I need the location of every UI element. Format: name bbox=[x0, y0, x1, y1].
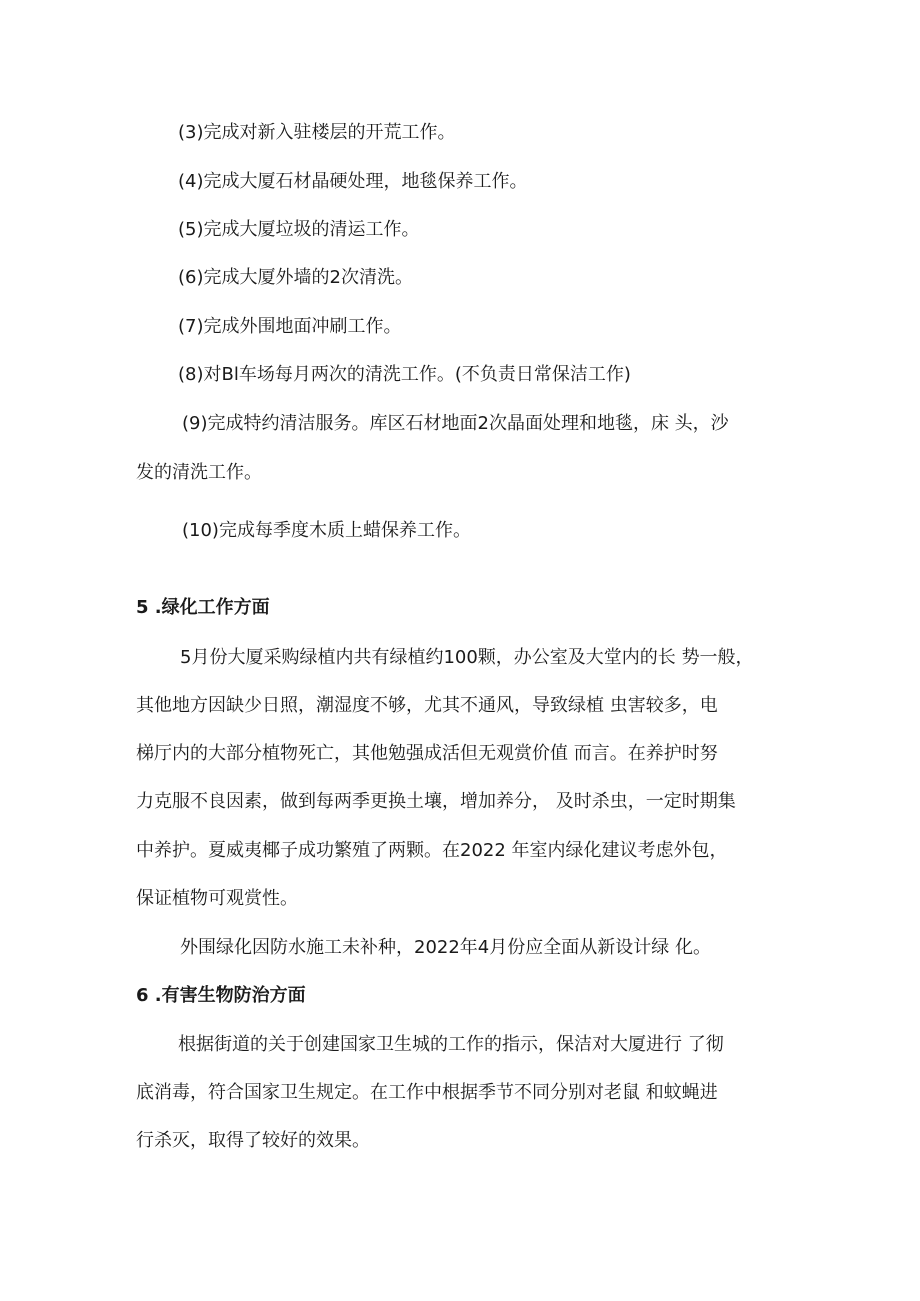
paragraph-line: 底消毒，符合国家卫生规定。在工作中根据季节不同分别对老鼠 和蚊蝇进 bbox=[136, 1082, 718, 1103]
list-item: (6)完成大厦外墙的2次清洗。 bbox=[178, 267, 413, 288]
paragraph-line: 梯厅内的大部分植物死亡，其他勉强成活但无观赏价值 而言。在养护时努 bbox=[136, 743, 718, 764]
list-item: (10)完成每季度木质上蜡保养工作。 bbox=[182, 520, 471, 541]
list-item: (5)完成大厦垃圾的清运工作。 bbox=[178, 219, 420, 240]
paragraph-line: 中养护。夏威夷椰子成功繁殖了两颗。在2022 年室内绿化建议考虑外包， bbox=[136, 840, 728, 861]
paragraph-line: 根据街道的关于创建国家卫生城的工作的指示，保洁对大厦进行 了彻 bbox=[178, 1034, 724, 1055]
paragraph-line: 保证植物可观赏性。 bbox=[136, 888, 298, 909]
list-item: (9)完成特约清洁服务。库区石材地面2次晶面处理和地毯，床 头，沙 bbox=[182, 413, 729, 434]
paragraph-line: 其他地方因缺少日照，潮湿度不够，尤其不通风，导致绿植 虫害较多，电 bbox=[136, 695, 718, 716]
list-item: (4)完成大厦石材晶硬处理，地毯保养工作。 bbox=[178, 171, 528, 192]
paragraph-line: 5月份大厦采购绿植内共有绿植约100颗，办公室及大堂内的长 势一般， bbox=[180, 647, 754, 668]
section-heading-greening: 5 .绿化工作方面 bbox=[136, 597, 270, 618]
paragraph-line: 行杀灭，取得了较好的效果。 bbox=[136, 1130, 370, 1151]
list-item-continuation: 发的清洗工作。 bbox=[136, 462, 262, 483]
section-heading-pest-control: 6 .有害生物防治方面 bbox=[136, 985, 306, 1006]
list-item: (3)完成对新入驻楼层的开荒工作。 bbox=[178, 122, 456, 143]
list-item: (7)完成外围地面冲刷工作。 bbox=[178, 316, 402, 337]
paragraph-line: 力克服不良因素，做到每两季更换土壤，增加养分， 及时杀虫，一定时期集 bbox=[136, 791, 736, 812]
list-item: (8)对Bl车场每月两次的清洗工作。(不负责日常保洁工作) bbox=[178, 364, 631, 385]
paragraph-line: 外围绿化因防水施工未补种，2022年4月份应全面从新设计绿 化。 bbox=[180, 937, 711, 958]
